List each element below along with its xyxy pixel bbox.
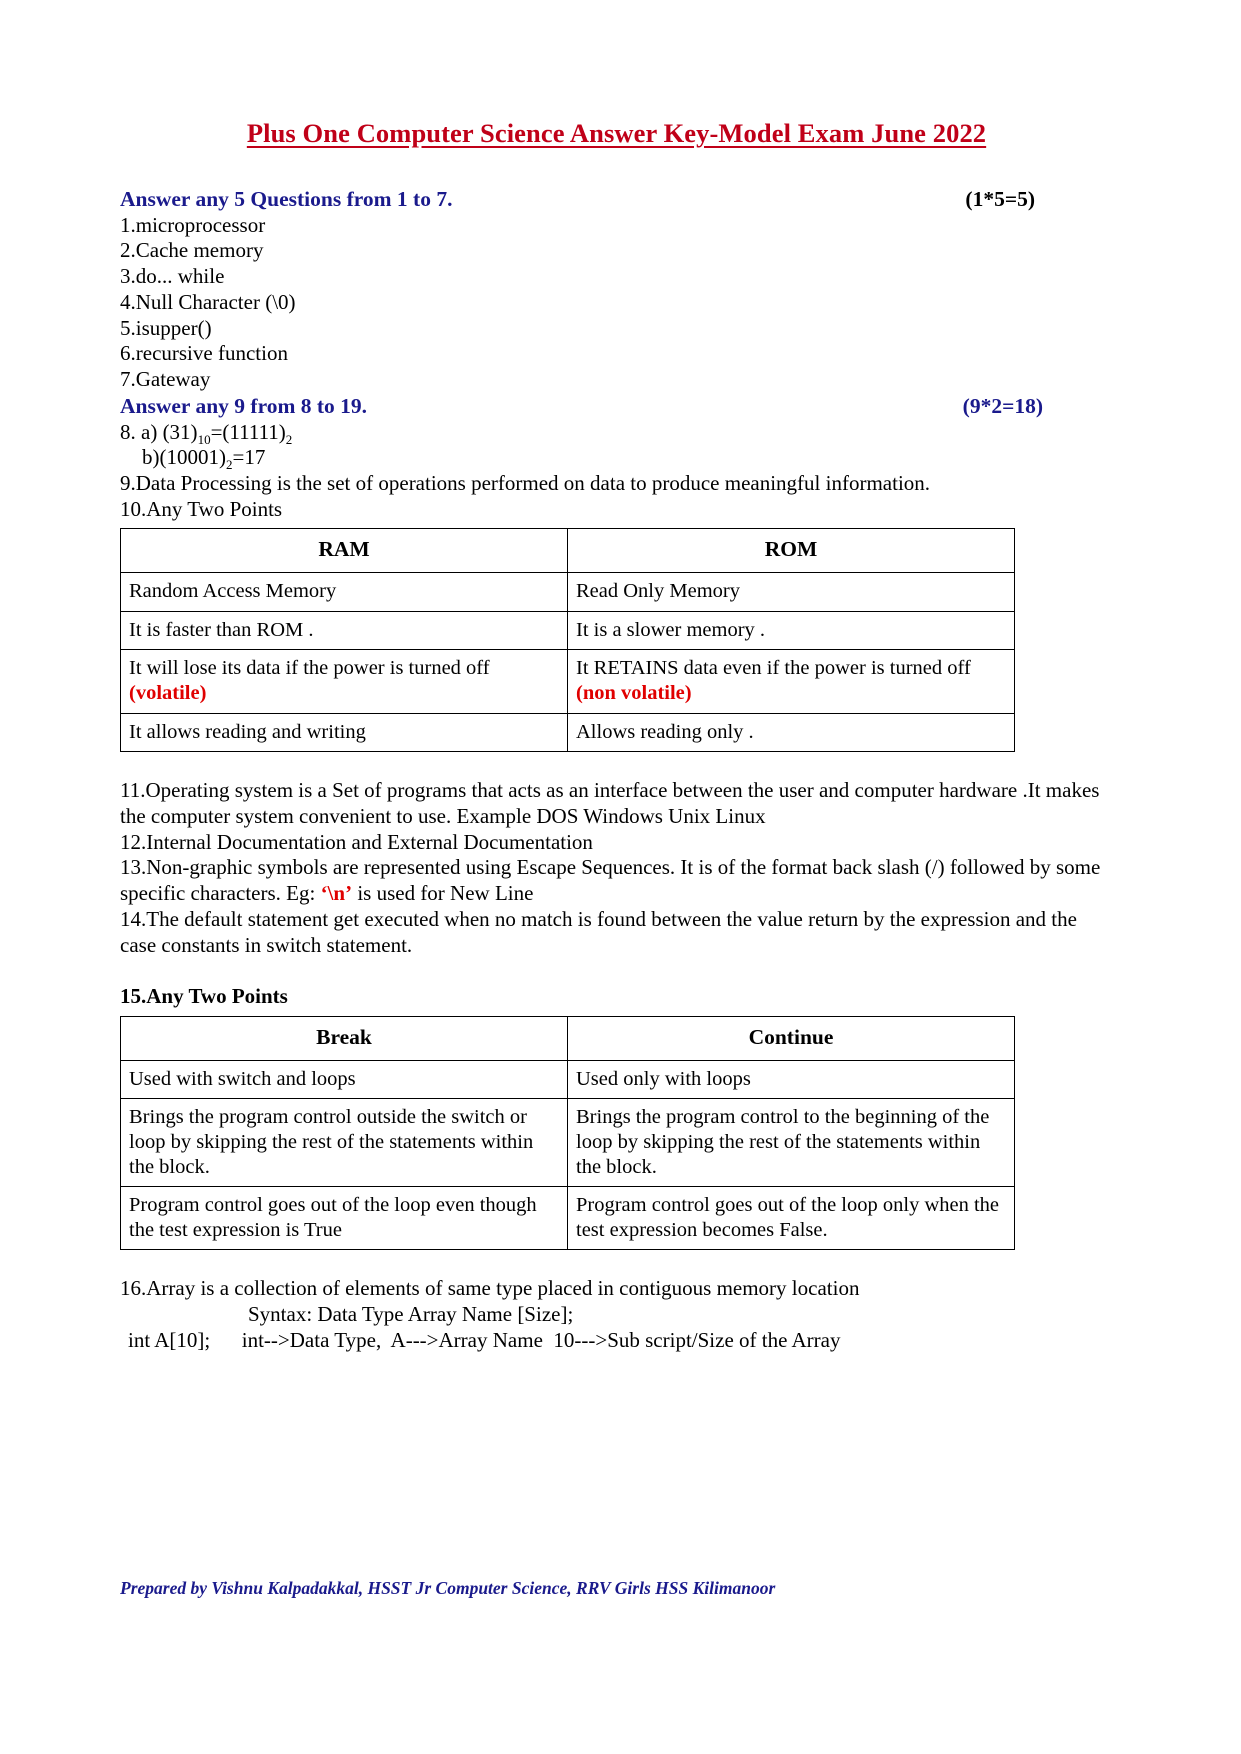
answer-13 <box>120 855 1113 906</box>
table-cell-text: It RETAINS data even if the power is turned off <box>576 657 971 680</box>
section-one-heading <box>120 186 1113 213</box>
answer-16-line1: 16.Array is a collection of elements of same type placed in contiguous memory location <box>120 1276 860 1301</box>
table-cell: Random Access Memory <box>121 573 568 612</box>
spacer <box>120 958 1113 984</box>
table-row <box>121 1187 1015 1250</box>
answer-8a <box>120 420 1113 446</box>
table-cell: Brings the program control outside the switch or loop by skipping the rest of the statements within the block. <box>121 1099 568 1187</box>
answer-12: 12.Internal Documentation and External Documentation <box>120 829 593 854</box>
answer-8b-suffix: =17 <box>232 445 266 470</box>
table-cell <box>568 650 1015 713</box>
answer-15-caption: 15.Any Two Points <box>120 984 288 1009</box>
table-header-cell: RAM <box>121 529 568 573</box>
answer-item: 5.isupper() <box>120 315 212 340</box>
page-title: Plus One Computer Science Answer Key-Model Exam June 2022 <box>246 118 987 148</box>
document-footer: Prepared by Vishnu Kalpadakkal, HSST Jr Computer Science, RRV Girls HSS Kilimanoor <box>120 1578 776 1598</box>
answer-8b <box>120 445 1113 471</box>
table-cell-text: It will lose its data if the power is turned off <box>129 657 490 680</box>
table-row <box>121 573 1015 612</box>
spacer <box>120 1250 1113 1276</box>
break-continue-table <box>120 1016 1015 1250</box>
answer-item: 1.microprocessor <box>120 212 266 237</box>
section-one-label: Answer any 5 Questions from 1 to 7. <box>120 186 453 211</box>
table-header-row <box>121 529 1015 573</box>
answer-item: 6.recursive function <box>120 341 288 366</box>
table-header-cell: ROM <box>568 529 1015 573</box>
section-one-marks: (1*5=5) <box>965 186 1035 211</box>
table-row <box>121 713 1015 752</box>
table-cell: It allows reading and writing <box>121 713 568 752</box>
answer-8b-prefix: b)(10001) <box>142 445 226 470</box>
table-cell <box>121 650 568 713</box>
volatile-emphasis: (volatile) <box>129 682 207 705</box>
table-cell: Read Only Memory <box>568 573 1015 612</box>
spacer <box>120 752 1113 778</box>
section-two-heading <box>120 393 1113 420</box>
answer-8a-sub2: 2 <box>285 431 293 447</box>
answer-13-part2: is used for New Line <box>352 881 534 906</box>
non-volatile-emphasis: (non volatile) <box>576 682 692 705</box>
answer-14: 14.The default statement get executed when no match is found between the value return by the expression and the case constants in switch statement. <box>120 906 1077 957</box>
newline-escape-emphasis: ‘\n’ <box>320 881 353 906</box>
table-header-row <box>121 1016 1015 1060</box>
answer-8b-sub: 2 <box>225 457 233 473</box>
table-row <box>121 650 1015 713</box>
table-cell: Allows reading only . <box>568 713 1015 752</box>
table-row <box>121 611 1015 650</box>
table-cell: It is faster than ROM . <box>121 611 568 650</box>
table-row <box>121 1060 1015 1099</box>
table-row <box>121 1099 1015 1187</box>
answer-8a-mid: =(11111) <box>210 419 286 444</box>
answer-8a-sub1: 10 <box>197 431 211 447</box>
answer-item: 2.Cache memory <box>120 238 264 263</box>
section-two-label: Answer any 9 from 8 to 19. <box>120 393 368 418</box>
table-header-cell: Continue <box>568 1016 1015 1060</box>
answer-item: 7.Gateway <box>120 366 211 391</box>
answer-11: 11.Operating system is a Set of programs that acts as an interface between the user and computer hardware .It makes the computer system convenient to use. Example DOS Windows Unix Linux <box>120 778 1100 828</box>
answer-item: 3.do... while <box>120 264 225 289</box>
table-cell: Brings the program control to the beginning of the loop by skipping the rest of the statements within the block. <box>568 1099 1015 1187</box>
table-cell: It is a slower memory . <box>568 611 1015 650</box>
answer-13-part1: 13.Non-graphic symbols are represented using Escape Sequences. It is of the format back slash (/) followed by some specific characters. Eg: <box>120 855 1101 906</box>
answer-8a-prefix: 8. a) (31) <box>120 419 198 444</box>
answer-9: 9.Data Processing is the set of operations performed on data to produce meaningful information. <box>120 471 931 496</box>
answer-16-line2: Syntax: Data Type Array Name [Size]; <box>248 1302 574 1327</box>
table-cell: Program control goes out of the loop even though the test expression is True <box>121 1187 568 1250</box>
section-two-marks: (9*2=18) <box>962 393 1043 418</box>
table-cell: Used only with loops <box>568 1060 1015 1099</box>
answer-10-caption: 10.Any Two Points <box>120 496 283 521</box>
table-cell: Used with switch and loops <box>121 1060 568 1099</box>
table-cell: Program control goes out of the loop only when the test expression becomes False. <box>568 1187 1015 1250</box>
answer-item: 4.Null Character (\0) <box>120 289 296 314</box>
table-header-cell: Break <box>121 1016 568 1060</box>
ram-rom-table <box>120 528 1015 752</box>
answer-16-line3: int A[10]; int-->Data Type, A--->Array Name 10--->Sub script/Size of the Array <box>128 1327 841 1352</box>
